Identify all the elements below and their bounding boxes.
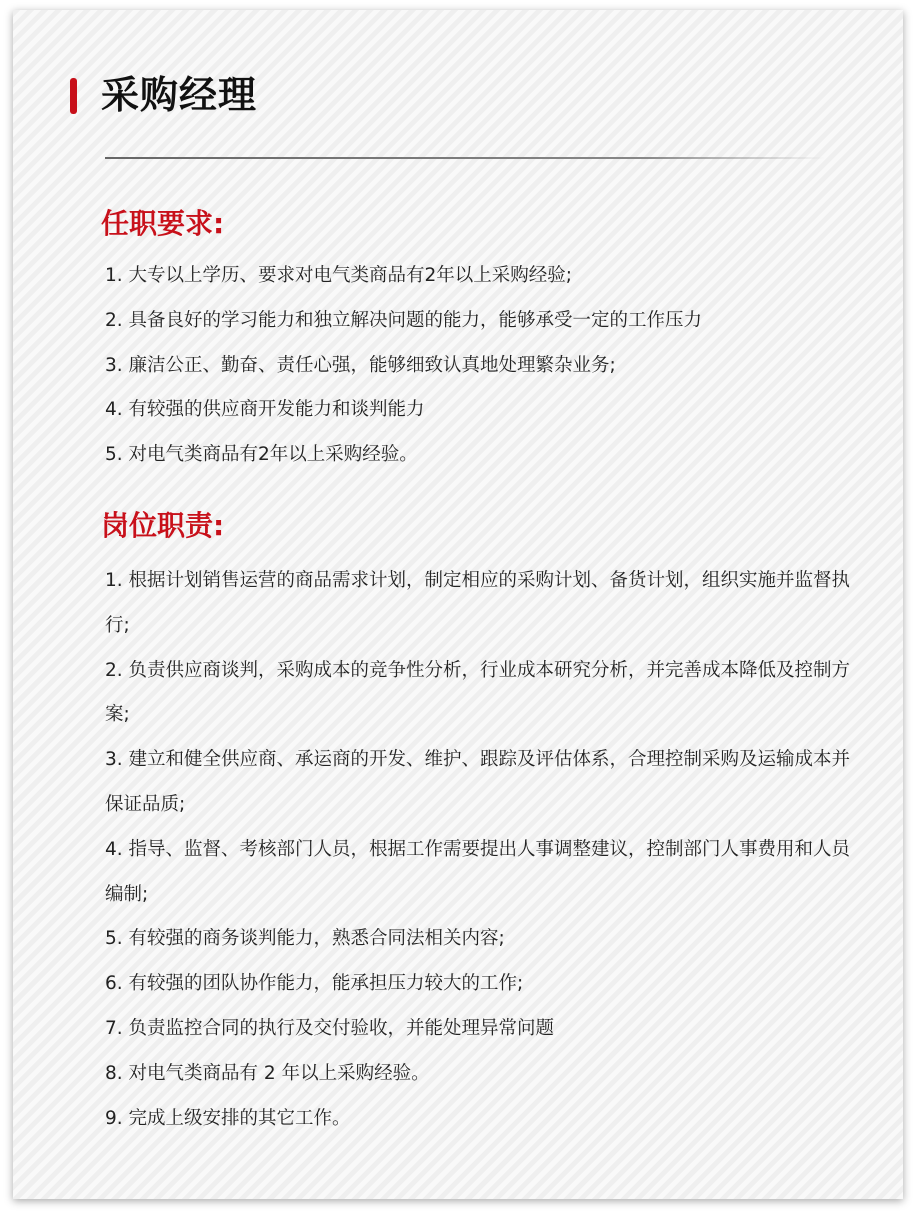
list-item: 4. 有较强的供应商开发能力和谈判能力	[105, 399, 425, 421]
title-accent-bar	[70, 78, 77, 114]
requirements-heading: 任职要求:	[101, 207, 225, 240]
list-item: 3. 廉洁公正、勤奋、责任心强，能够细致认真地处理繁杂业务;	[105, 354, 616, 376]
list-item: 2. 负责供应商谈判，采购成本的竞争性分析，行业成本研究分析，并完善成本降低及控制方案;	[105, 659, 851, 726]
list-item: 7. 负责监控合同的执行及交付验收，并能处理异常问题	[105, 1017, 555, 1039]
page-title: 采购经理	[101, 73, 258, 117]
list-item: 8. 对电气类商品有 2 年以上采购经验。	[105, 1062, 430, 1084]
list-item: 2. 具备良好的学习能力和独立解决问题的能力，能够承受一定的工作压力	[105, 309, 703, 331]
list-item: 5. 有较强的商务谈判能力，熟悉合同法相关内容;	[105, 928, 505, 950]
duties-list	[105, 559, 865, 1141]
list-item: 1. 大专以上学历、要求对电气类商品有2年以上采购经验;	[105, 265, 573, 286]
list-item: 4. 指导、监督、考核部门人员，根据工作需要提出人事调整建议，控制部门人事费用和人员编制;	[105, 838, 851, 905]
list-item: 9. 完成上级安排的其它工作。	[105, 1107, 351, 1129]
list-item: 6. 有较强的团队协作能力，能承担压力较大的工作;	[105, 973, 524, 995]
list-item: 5. 对电气类商品有2年以上采购经验。	[105, 444, 418, 466]
requirements-list	[105, 254, 865, 478]
list-item: 1. 根据计划销售运营的商品需求计划，制定相应的采购计划、备货计划，组织实施并监督执行;	[105, 570, 851, 636]
title-divider	[105, 157, 825, 159]
list-item: 3. 建立和健全供应商、承运商的开发、维护、跟踪及评估体系，合理控制采购及运输成本并保证品质;	[105, 749, 851, 815]
duties-heading: 岗位职责:	[101, 509, 225, 542]
job-posting-card	[13, 10, 903, 1199]
